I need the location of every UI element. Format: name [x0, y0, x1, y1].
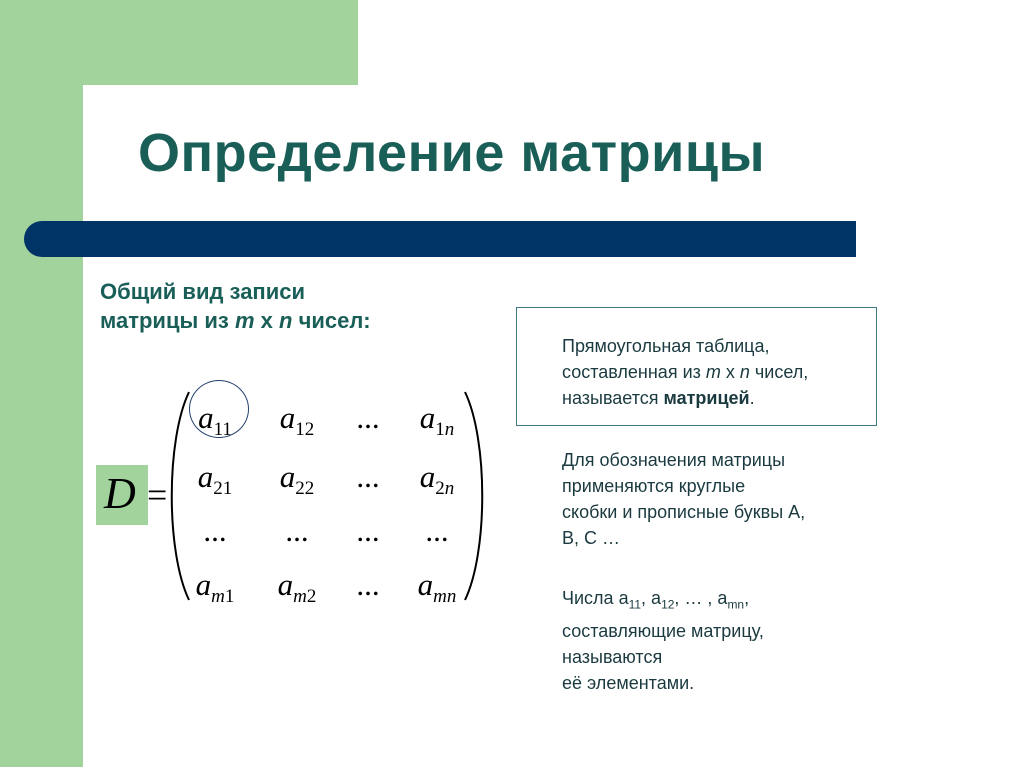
definition-line-2: составленная из m x n чисел, [562, 362, 809, 382]
matrix-element: $a_{m2}$ [277, 567, 317, 607]
matrix-element: ... [356, 400, 380, 435]
notation-line: скобки и прописные буквы А, [562, 502, 806, 522]
matrix-element: $a_{1n}$ [419, 400, 455, 440]
definition-line-1: Прямоугольная таблица, [562, 336, 770, 356]
elements-line: называются [562, 646, 663, 667]
matrix-element: ... [285, 513, 309, 548]
definition-term: матрицей [663, 388, 750, 408]
notation-text [562, 447, 805, 551]
matrix-element: $a_{m1}$ [195, 567, 235, 607]
elements-line-1: Числа $a_{11}$, $a_{12}$, … , $a_{mn}$, [562, 588, 750, 612]
matrix-element: $a_{12}$ [279, 400, 315, 440]
matrix-name: D [104, 469, 136, 518]
element-highlight-circle [189, 380, 249, 438]
matrix-element: ... [356, 459, 380, 494]
matrix-element: $a_{11}$ [198, 400, 232, 440]
matrix-element: $a_{2n}$ [419, 459, 455, 499]
elements-line: составляющие матрицу, [562, 620, 764, 641]
matrix-element: ... [356, 513, 380, 548]
matrix-element: $a_{mn}$ [417, 567, 457, 607]
matrix-element: ... [203, 513, 227, 548]
green-top-block [0, 0, 358, 85]
title-underline-bar [24, 221, 856, 257]
elements-text [562, 585, 764, 696]
matrix-element: ... [356, 567, 380, 602]
equals-sign: = [147, 475, 168, 515]
subtitle-line-2: матрицы из m x n чисел: [100, 308, 371, 333]
green-side-strip [0, 0, 83, 767]
definition-text [562, 333, 808, 411]
subtitle-line-1: Общий вид записи [100, 279, 306, 304]
notation-line: Для обозначения матрицы [562, 450, 786, 470]
matrix-element: $a_{21}$ [197, 459, 233, 499]
slide-title: Определение матрицы [138, 123, 766, 183]
notation-line: применяются круглые [562, 476, 746, 496]
notation-line: В, С … [562, 528, 621, 548]
elements-line: её элементами. [562, 672, 695, 693]
definition-line-3: называется матрицей. [562, 388, 755, 408]
subtitle [100, 277, 371, 335]
matrix-element: $a_{22}$ [279, 459, 315, 499]
matrix-element: ... [425, 513, 449, 548]
